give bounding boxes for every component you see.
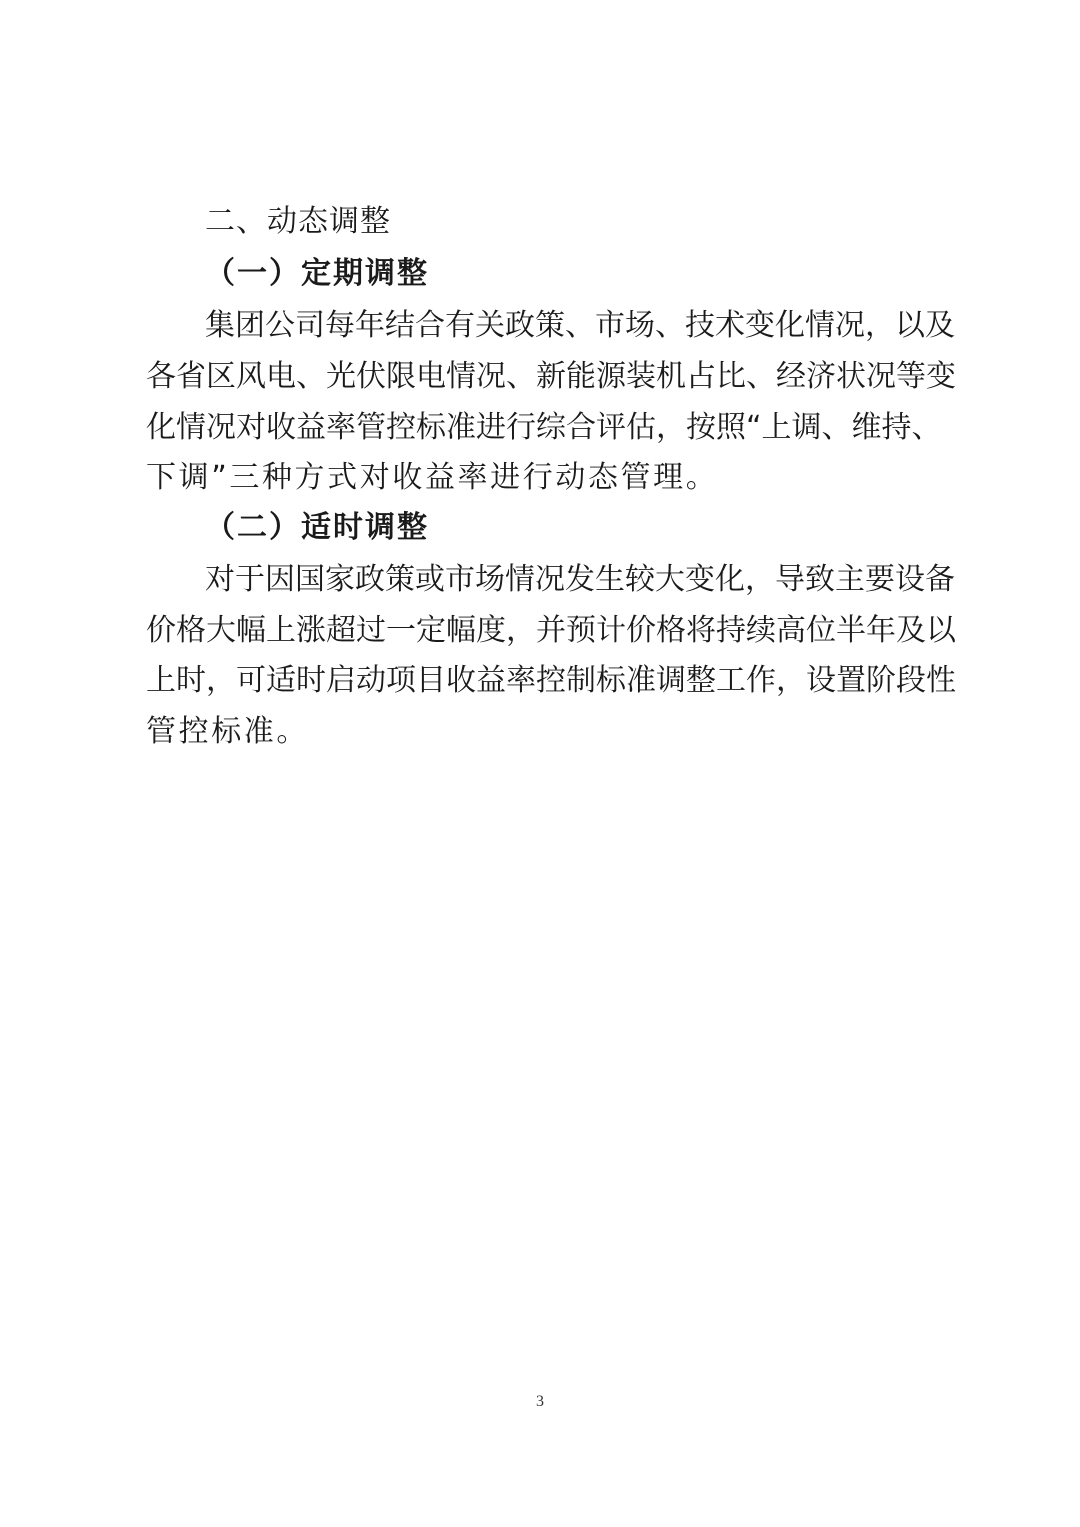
paragraph-line: 价格大幅上涨超过一定幅度，并预计价格将持续高位半年及以 [146, 613, 956, 648]
paragraph-line: 各省区风电、光伏限电情况、新能源装机占比、经济状况等变 [146, 359, 956, 394]
subsection-title-timely: （二）适时调整 [205, 510, 429, 545]
paragraph-line: 化情况对收益率管控标准进行综合评估，按照“上调、维持、 [146, 410, 942, 445]
page-number: 3 [536, 1393, 544, 1410]
paragraph-line: 管控标准。 [146, 714, 309, 749]
paragraph-line: 下调”三种方式对收益率进行动态管理。 [146, 460, 719, 495]
paragraph-line: 上时，可适时启动项目收益率控制标准调整工作，设置阶段性 [146, 663, 956, 698]
paragraph-line: 对于因国家政策或市场情况发生较大变化，导致主要设备 [205, 562, 955, 597]
subsection-title-periodic: （一）定期调整 [205, 256, 429, 291]
paragraph-line: 集团公司每年结合有关政策、市场、技术变化情况，以及 [205, 308, 955, 343]
section-heading: 二、动态调整 [205, 204, 391, 239]
